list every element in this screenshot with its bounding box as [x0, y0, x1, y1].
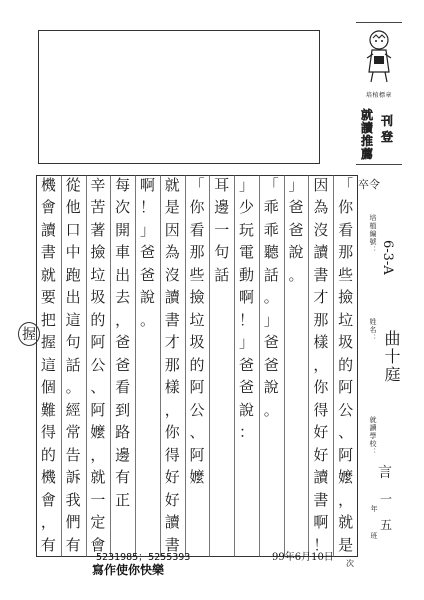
- date-area: [272, 548, 362, 568]
- grid-char: 們: [65, 513, 81, 532]
- grid-char: 看: [115, 378, 131, 397]
- grid-char: 的: [338, 355, 354, 374]
- grid-char: 車: [115, 243, 131, 262]
- grid-char: 阿: [90, 333, 106, 352]
- grid-char: 好: [313, 445, 329, 464]
- grid-char: 出: [115, 265, 131, 284]
- grid-char: 書: [313, 490, 329, 509]
- grid-char: 機: [40, 468, 56, 487]
- grid-char: ，: [40, 513, 56, 532]
- grid-char: 邊: [214, 198, 230, 217]
- grid-char: 難: [40, 400, 56, 419]
- grid-char: 書: [40, 243, 56, 262]
- grid-char: 啊: [239, 288, 255, 307]
- grid-char: 中: [65, 243, 81, 262]
- grid-char: 書: [164, 310, 180, 329]
- margin-note: 握: [18, 322, 40, 346]
- grid-char: 每: [115, 176, 131, 194]
- phone-numbers: 5231985；5255393: [96, 552, 191, 563]
- grid-char: 」: [239, 333, 255, 352]
- grid-char: 開: [115, 220, 131, 239]
- grid-char: 的: [90, 310, 106, 329]
- grid-char: 」: [239, 176, 255, 194]
- grid-char: 苦: [90, 198, 106, 217]
- grid-char: 。: [263, 400, 279, 419]
- grid-char: 」: [139, 220, 155, 239]
- grid-char: 」: [288, 176, 304, 194]
- grid-char: 說: [139, 288, 155, 307]
- year-label: 年: [370, 505, 378, 513]
- grid-char: 為: [313, 198, 329, 217]
- grid-char: 樣: [313, 333, 329, 352]
- grid-char: 得: [313, 400, 329, 419]
- grid-char: ，: [338, 490, 354, 509]
- stamp-logo: 就 讀 推 薦 刊 登: [361, 108, 394, 161]
- grid-char: 常: [65, 423, 81, 442]
- grid-char: 嬤: [90, 423, 106, 442]
- grid-char: 就: [338, 513, 354, 532]
- grid-char: 「: [189, 176, 205, 194]
- grid-char: 垃: [90, 265, 106, 284]
- grid-char: 那: [189, 243, 205, 262]
- grid-char: 就: [90, 468, 106, 487]
- grid-char: 讀: [164, 513, 180, 532]
- grid-char: 你: [164, 423, 180, 442]
- grid-char: 爸: [239, 355, 255, 374]
- grid-char: 「: [338, 176, 354, 194]
- grid-char: 這: [65, 310, 81, 329]
- grid-char: 出: [65, 288, 81, 307]
- grid-char: 阿: [90, 400, 106, 419]
- grid-char: 爸: [115, 333, 131, 352]
- grid-char: 讀: [164, 288, 180, 307]
- year-value: 一: [380, 492, 393, 506]
- grid-char: 那: [164, 355, 180, 374]
- grid-char: 辛: [90, 176, 106, 194]
- grid-char: 正: [115, 490, 131, 509]
- grid-char: 句: [214, 243, 230, 262]
- grid-char: 電: [239, 243, 255, 262]
- grid-char: 讀: [313, 243, 329, 262]
- class-value: 五: [380, 518, 393, 532]
- grid-char: 爸: [139, 243, 155, 262]
- grid-char: 就: [40, 265, 56, 284]
- grid-char: 句: [65, 333, 81, 352]
- grid-char: 玩: [239, 220, 255, 239]
- grid-char: 握: [40, 333, 56, 352]
- grid-char: 要: [40, 288, 56, 307]
- top-blank-box: [38, 30, 320, 164]
- grid-char: 。: [65, 378, 81, 397]
- grid-char: 少: [239, 198, 255, 217]
- grade-value: 6-3-A: [380, 240, 395, 275]
- grid-char: 耳: [214, 176, 230, 194]
- grid-char: 邊: [115, 445, 131, 464]
- grid-char: 的: [189, 355, 205, 374]
- grid-char: 阿: [338, 378, 354, 397]
- grid-char: 」: [263, 310, 279, 329]
- grid-char: 到: [115, 400, 131, 419]
- grid-char: 。: [139, 310, 155, 329]
- slogan: 寫作使你快樂: [92, 563, 165, 577]
- grid-char: 、: [189, 423, 205, 442]
- grid-char: 公: [338, 400, 354, 419]
- grid-char: 阿: [189, 445, 205, 464]
- grid-char: 撿: [90, 243, 106, 262]
- grid-char: 好: [164, 490, 180, 509]
- grid-char: 告: [65, 445, 81, 464]
- grid-char: 從: [65, 176, 81, 194]
- grid-char: 路: [115, 423, 131, 442]
- grid-char: 訴: [65, 468, 81, 487]
- name-label: 姓名：: [369, 318, 377, 342]
- grid-char: 沒: [313, 220, 329, 239]
- grid-char: 去: [115, 288, 131, 307]
- grid-char: 嬤: [338, 468, 354, 487]
- grid-char: 次: [115, 198, 131, 217]
- grid-char: 爸: [263, 333, 279, 352]
- grid-char: 書: [164, 535, 180, 554]
- grid-char: 樣: [164, 378, 180, 397]
- class-label: 班: [370, 532, 378, 540]
- grid-char: 得: [164, 445, 180, 464]
- grid-char: 機: [40, 176, 56, 194]
- date-value: 99年6月10日: [272, 552, 334, 563]
- school-value: 言: [378, 465, 392, 481]
- grid-char: 爸: [263, 355, 279, 374]
- grid-char: 才: [313, 288, 329, 307]
- grid-char: 為: [164, 243, 180, 262]
- grid-char: 就: [164, 176, 180, 194]
- grid-char: ，: [164, 400, 180, 419]
- grid-char: 書: [313, 265, 329, 284]
- grid-char: 爸: [139, 265, 155, 284]
- grid-char: 公: [189, 400, 205, 419]
- grid-char: 讀: [313, 468, 329, 487]
- grid-char: 圾: [189, 333, 205, 352]
- grid-char: 會: [90, 535, 106, 554]
- grid-char: 話: [65, 355, 81, 374]
- grid-char: 沒: [164, 265, 180, 284]
- grid-char: 會: [40, 198, 56, 217]
- mascot-icon: [364, 28, 394, 86]
- grade-label: 培植編號：: [369, 214, 377, 254]
- grid-char: 聽: [263, 243, 279, 262]
- grid-char: 個: [40, 378, 56, 397]
- grid-char: 有: [115, 468, 131, 487]
- grid-char: 圾: [338, 333, 354, 352]
- grid-char: 會: [40, 490, 56, 509]
- grid-char: 是: [338, 535, 354, 554]
- grid-char: 是: [164, 198, 180, 217]
- grid-char: 爸: [239, 378, 255, 397]
- grid-char: 垃: [338, 310, 354, 329]
- grid-char: 。: [288, 265, 304, 284]
- grid-char: 經: [65, 400, 81, 419]
- grid-char: 爸: [288, 198, 304, 217]
- grid-char: ：: [239, 423, 255, 442]
- grid-char: 得: [40, 423, 56, 442]
- grid-char: 。: [263, 288, 279, 307]
- grid-char: 爸: [115, 355, 131, 374]
- grid-char: 因: [164, 220, 180, 239]
- grid-char: 那: [338, 243, 354, 262]
- grid-char: 啊: [313, 513, 329, 532]
- grid-char: 乖: [263, 220, 279, 239]
- grid-char: 才: [164, 333, 180, 352]
- grid-char: 嬤: [189, 468, 205, 487]
- grid-char: 你: [189, 198, 205, 217]
- grid-char: 、: [90, 378, 106, 397]
- grid-char: 你: [338, 198, 354, 217]
- grid-char: 跑: [65, 265, 81, 284]
- grid-char: 這: [40, 355, 56, 374]
- teacher-mark: 卒令: [358, 178, 380, 191]
- grid-char: 撿: [189, 288, 205, 307]
- grid-char: 啊: [139, 176, 155, 194]
- grid-char: 阿: [189, 378, 205, 397]
- grid-char: ，: [115, 310, 131, 329]
- grid-char: 看: [338, 220, 354, 239]
- grid-char: 口: [65, 220, 81, 239]
- grid-char: 撿: [338, 288, 354, 307]
- grid-char: 好: [313, 423, 329, 442]
- grid-char: ！: [139, 198, 155, 217]
- grid-char: 些: [189, 265, 205, 284]
- grid-char: 一: [90, 490, 106, 509]
- grid-char: 、: [338, 423, 354, 442]
- grid-char: 圾: [90, 288, 106, 307]
- grid-char: 把: [40, 310, 56, 329]
- order-label: 次: [346, 559, 354, 568]
- grid-char: 爸: [288, 220, 304, 239]
- grid-char: 「: [263, 176, 279, 194]
- grid-char: 些: [338, 265, 354, 284]
- grid-char: ！: [239, 310, 255, 329]
- grid-char: 垃: [189, 310, 205, 329]
- grid-char: 那: [313, 310, 329, 329]
- grid-char: 因: [313, 176, 329, 194]
- grid-char: 有: [65, 535, 81, 554]
- grid-char: 看: [189, 220, 205, 239]
- grid-char: 一: [214, 220, 230, 239]
- grid-char: 讀: [40, 220, 56, 239]
- grid-char: 好: [164, 468, 180, 487]
- grid-char: 動: [239, 265, 255, 284]
- grid-char: 說: [239, 400, 255, 419]
- grid-char: 定: [90, 513, 106, 532]
- stamp-caption: 培植標章: [365, 92, 392, 99]
- stamp-area: [356, 22, 402, 164]
- grid-char: 著: [90, 220, 106, 239]
- grid-char: ！: [313, 535, 329, 554]
- grid-char: 乖: [263, 198, 279, 217]
- grid-char: 他: [65, 198, 81, 217]
- grid-char: 話: [263, 265, 279, 284]
- grid-char: ，: [313, 355, 329, 374]
- grid-char: 說: [288, 243, 304, 262]
- grid-char: 我: [65, 490, 81, 509]
- grid-char: 有: [40, 535, 56, 554]
- school-label: 就讀學校：: [369, 416, 377, 456]
- grid-char: 阿: [338, 445, 354, 464]
- grid-char: 公: [90, 355, 106, 374]
- grid-char: 說: [263, 378, 279, 397]
- grid-char: 你: [313, 378, 329, 397]
- grid-char: ，: [90, 445, 106, 464]
- grid-char: 的: [40, 445, 56, 464]
- grid-char: 話: [214, 265, 230, 284]
- name-value: 曲十庭: [382, 330, 401, 384]
